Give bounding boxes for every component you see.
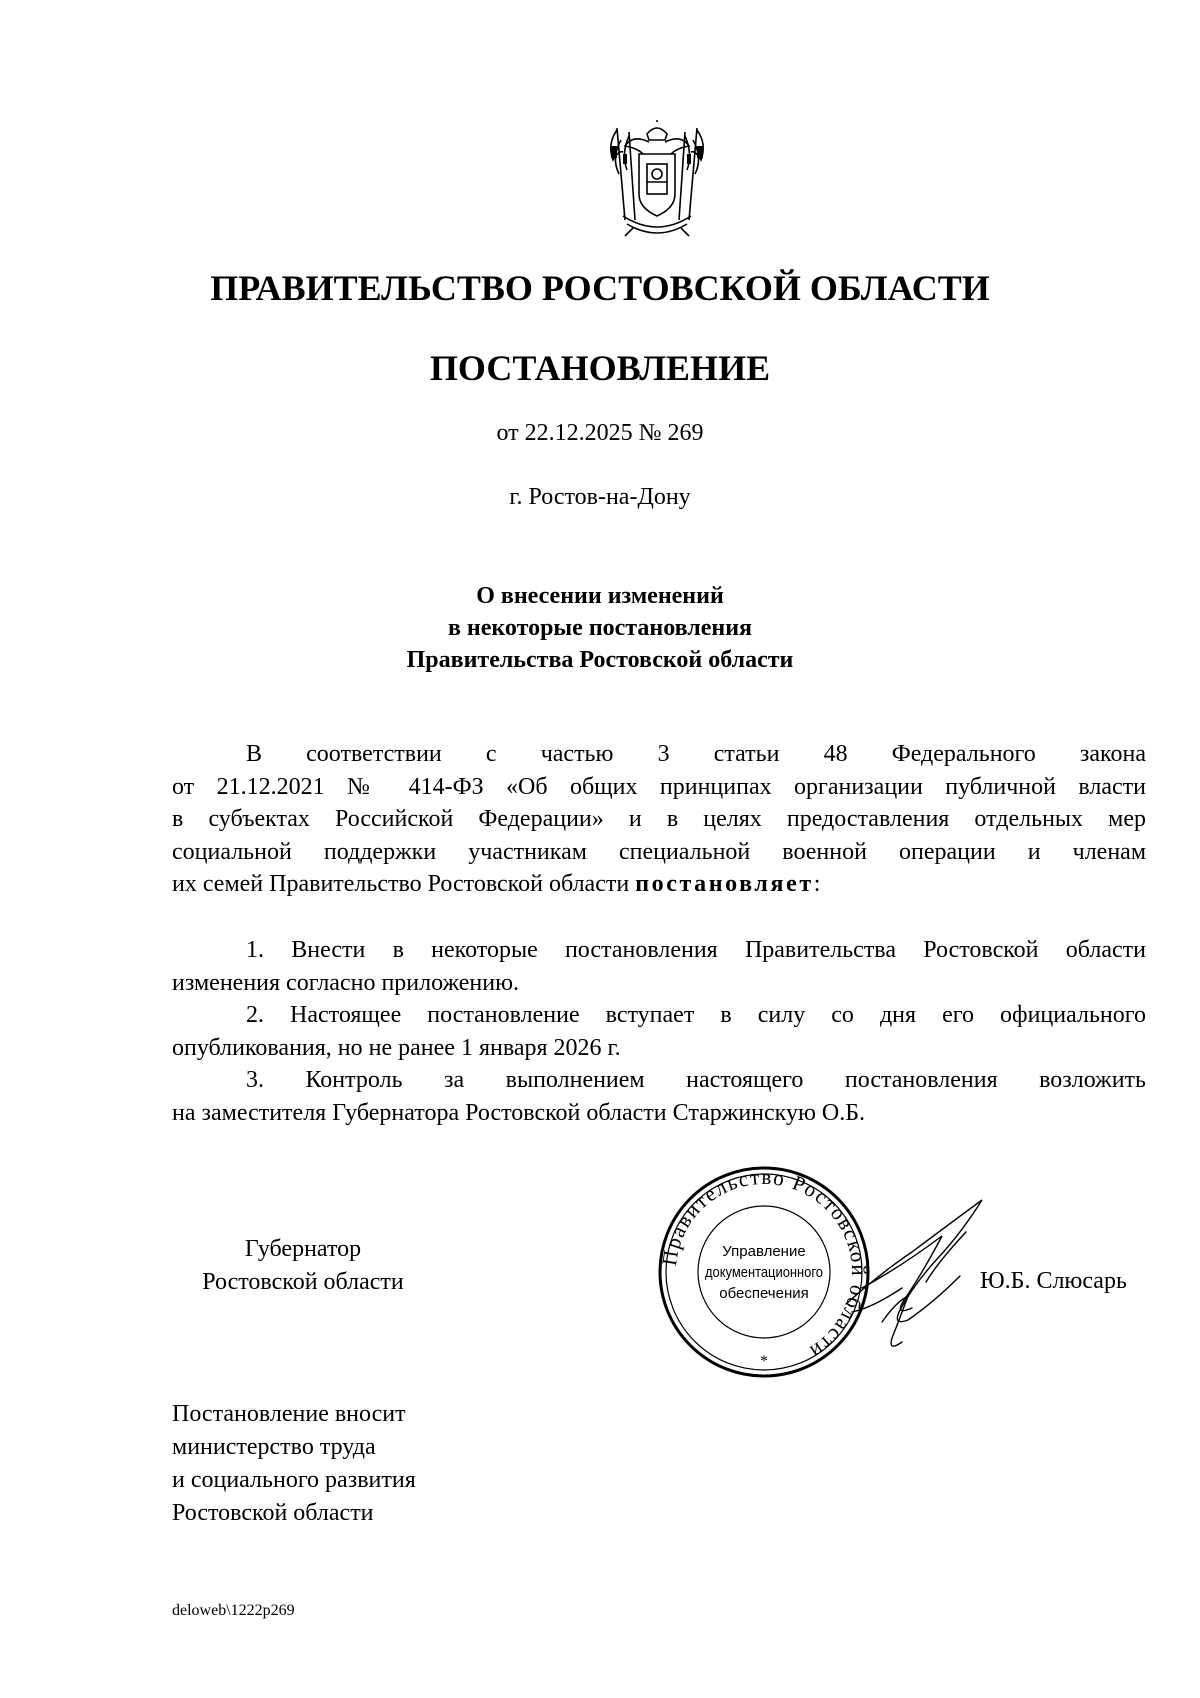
subject-line: О внесении изменений [476, 583, 724, 609]
item-line: 2. Настоящее постановление вступает в силу со дня его официального [246, 1002, 1146, 1028]
stamp-inner-line: обеспечения [719, 1285, 809, 1302]
document-city: г. Ростов-на-Дону [509, 484, 691, 510]
submitter-line: Постановление вносит [172, 1401, 406, 1427]
preamble-line: их семей Правительство Ростовской области [172, 871, 630, 897]
preamble-paragraph [172, 738, 1146, 901]
item-line: изменения согласно приложению. [172, 969, 520, 996]
document-subject [0, 580, 1200, 676]
file-reference: deloweb\1222p269 [172, 1602, 295, 1619]
governor-position: Губернатор [244, 1236, 362, 1262]
submitter-line: и социального развития [172, 1467, 416, 1493]
subject-line: Правительства Ростовской области [406, 647, 794, 673]
governor-title [178, 1233, 428, 1299]
document-type: ПОСТАНОВЛЕНИЕ [429, 348, 771, 388]
preamble-line: социальной поддержки участникам специальной военной операции и членам [172, 838, 1146, 865]
official-stamp [656, 1164, 872, 1380]
organization-title: ПРАВИТЕЛЬСТВО РОСТОВСКОЙ ОБЛАСТИ [210, 268, 990, 308]
governor-name: Ю.Б. Слюсарь [980, 1268, 1127, 1294]
resolution-items [172, 934, 1146, 1129]
governor-region: Ростовской области [202, 1269, 404, 1295]
document-date-number: от 22.12.2025 № 269 [496, 420, 704, 446]
item-line: опубликования, но не ранее 1 января 2026 г. [172, 1034, 621, 1061]
preamble-colon: : [813, 871, 821, 897]
preamble-line: от 21.12.2021 № 414-ФЗ «Об общих принципах организации публичной власти [172, 773, 1146, 800]
item-line: 1. Внести в некоторые постановления Правительства Ростовской области [246, 937, 1146, 963]
handwritten-signature [842, 1192, 1002, 1362]
preamble-line: В соответствии с частью 3 статьи 48 Федерального закона [246, 741, 1146, 767]
stamp-inner-line: Управление [722, 1243, 806, 1260]
resolves-keyword: постановляет [635, 871, 814, 897]
submitter-line: Ростовской области [172, 1500, 374, 1526]
coat-of-arms-icon [603, 120, 711, 238]
stamp-ring-text: Правительство Ростовской области [657, 1164, 872, 1365]
item-line: на заместителя Губернатора Ростовской области Старжинскую О.Б. [172, 1099, 866, 1126]
submitter-block [172, 1398, 416, 1530]
stamp-star: * [760, 1353, 768, 1370]
item-line: 3. Контроль за выполнением настоящего постановления возложить [246, 1067, 1146, 1093]
preamble-line: в субъектах Российской Федерации» и в целях предоставления отдельных мер [172, 806, 1146, 832]
subject-line: в некоторые постановления [447, 615, 753, 641]
submitter-line: министерство труда [172, 1434, 376, 1460]
stamp-inner-line: документационного [705, 1264, 823, 1281]
preamble-last-line [172, 868, 1146, 901]
